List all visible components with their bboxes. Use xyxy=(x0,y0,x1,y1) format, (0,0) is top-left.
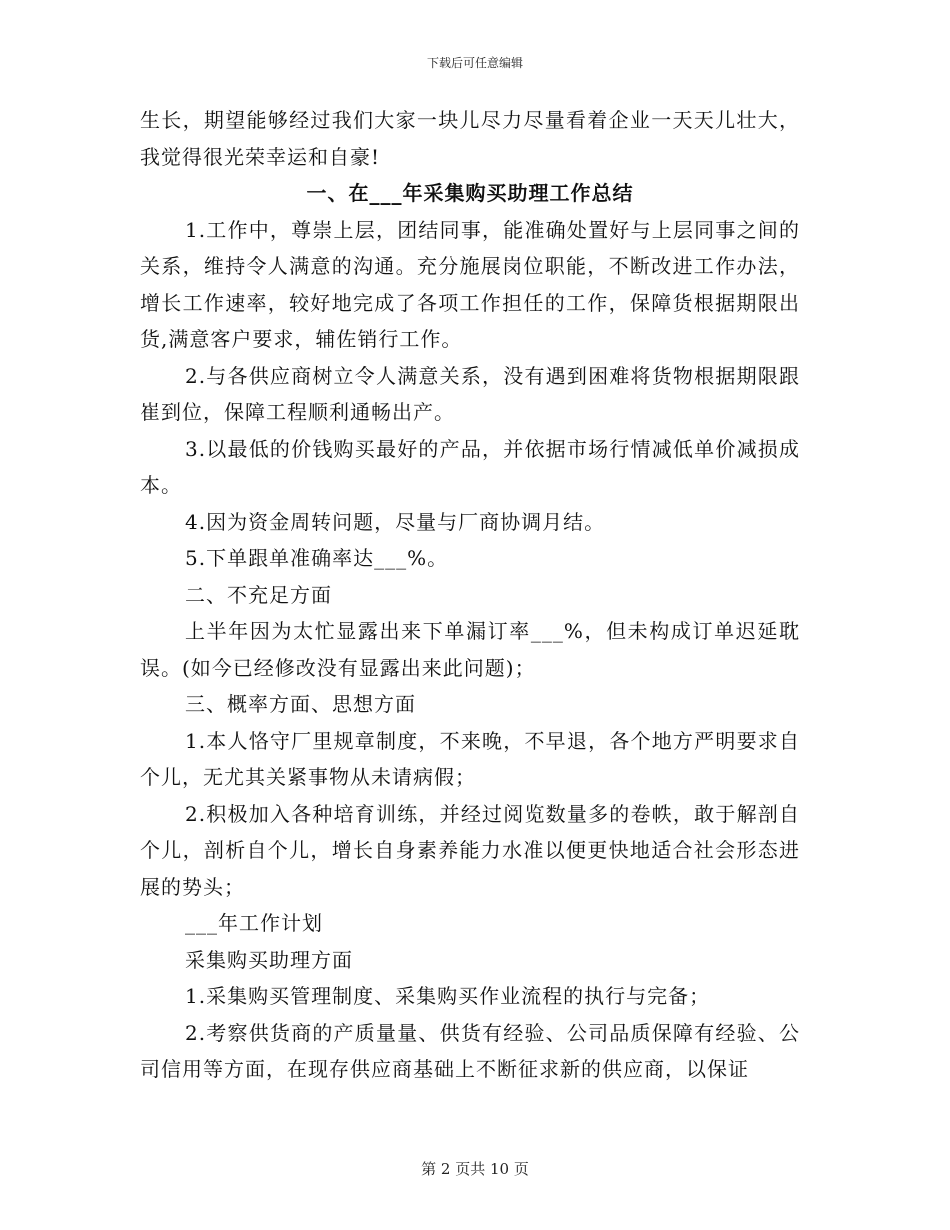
paragraph-item-4: 4.因为资金周转问题，尽量与厂商协调月结。 xyxy=(185,509,606,534)
paragraph-shortcomings: 上半年因为太忙显露出来下单漏订率___%，但未构成订单迟延耽误。(如今已经修改没有显露出来此问题)； xyxy=(140,619,800,680)
subheading-shortcomings: 二、不充足方面 xyxy=(185,582,332,607)
subheading-thinking: 三、概率方面、思想方面 xyxy=(185,692,416,716)
paragraph-discipline: 1.本人恪守厂里规章制度，不来晚，不早退，各个地方严明要求自个儿，无尤其关紧事物从未请病假； xyxy=(140,728,800,789)
subheading-assistant: 采集购买助理方面 xyxy=(185,947,353,972)
paragraph-item-1: 1.工作中，尊崇上层，团结同事，能准确处置好与上层同事之间的关系，维持令人满意的沟通。充分施展岗位职能，不断改进工作办法，增长工作速率，较好地完成了各项工作担任的工作，保障货根据期限出货,满意客户要求，辅佐销行工作。 xyxy=(140,217,800,351)
document-body xyxy=(140,102,800,1088)
page-header: 下载后可任意编辑 xyxy=(426,56,523,70)
paragraph-item-3: 3.以最低的价钱购买最好的产品，并依据市场行情减低单价减损成本。 xyxy=(140,436,800,497)
paragraph-item-2: 2.与各供应商树立令人满意关系，没有遇到困难将货物根据期限跟崔到位，保障工程顺利通畅出产。 xyxy=(140,363,800,424)
subheading-work-plan: ___年工作计划 xyxy=(185,911,323,935)
paragraph-item-5: 5.下单跟单准确率达___%。 xyxy=(185,546,449,570)
paragraph-plan-1: 1.采集购买管理制度、采集购买作业流程的执行与完备； xyxy=(185,984,711,1008)
page-footer: 第 2 页共 10 页 xyxy=(421,1160,529,1178)
paragraph-training: 2.积极加入各种培育训练，并经过阅览数量多的卷帙，敢于解剖自个儿，剖析自个儿，增长自身素养能力水准以便更快地适合社会形态进展的势头； xyxy=(140,801,800,899)
paragraph-continuation: 生长，期望能够经过我们大家一块儿尽力尽量看着企业一天天儿壮大，我觉得很光荣幸运和自豪! xyxy=(140,108,800,169)
section-heading: 一、在___年采集购买助理工作总结 xyxy=(306,181,634,205)
paragraph-plan-2: 2.考察供货商的产质量量、供货有经验、公司品质保障有经验、公司信用等方面，在现存供应商基础上不断征求新的供应商，以保证 xyxy=(140,1020,800,1081)
